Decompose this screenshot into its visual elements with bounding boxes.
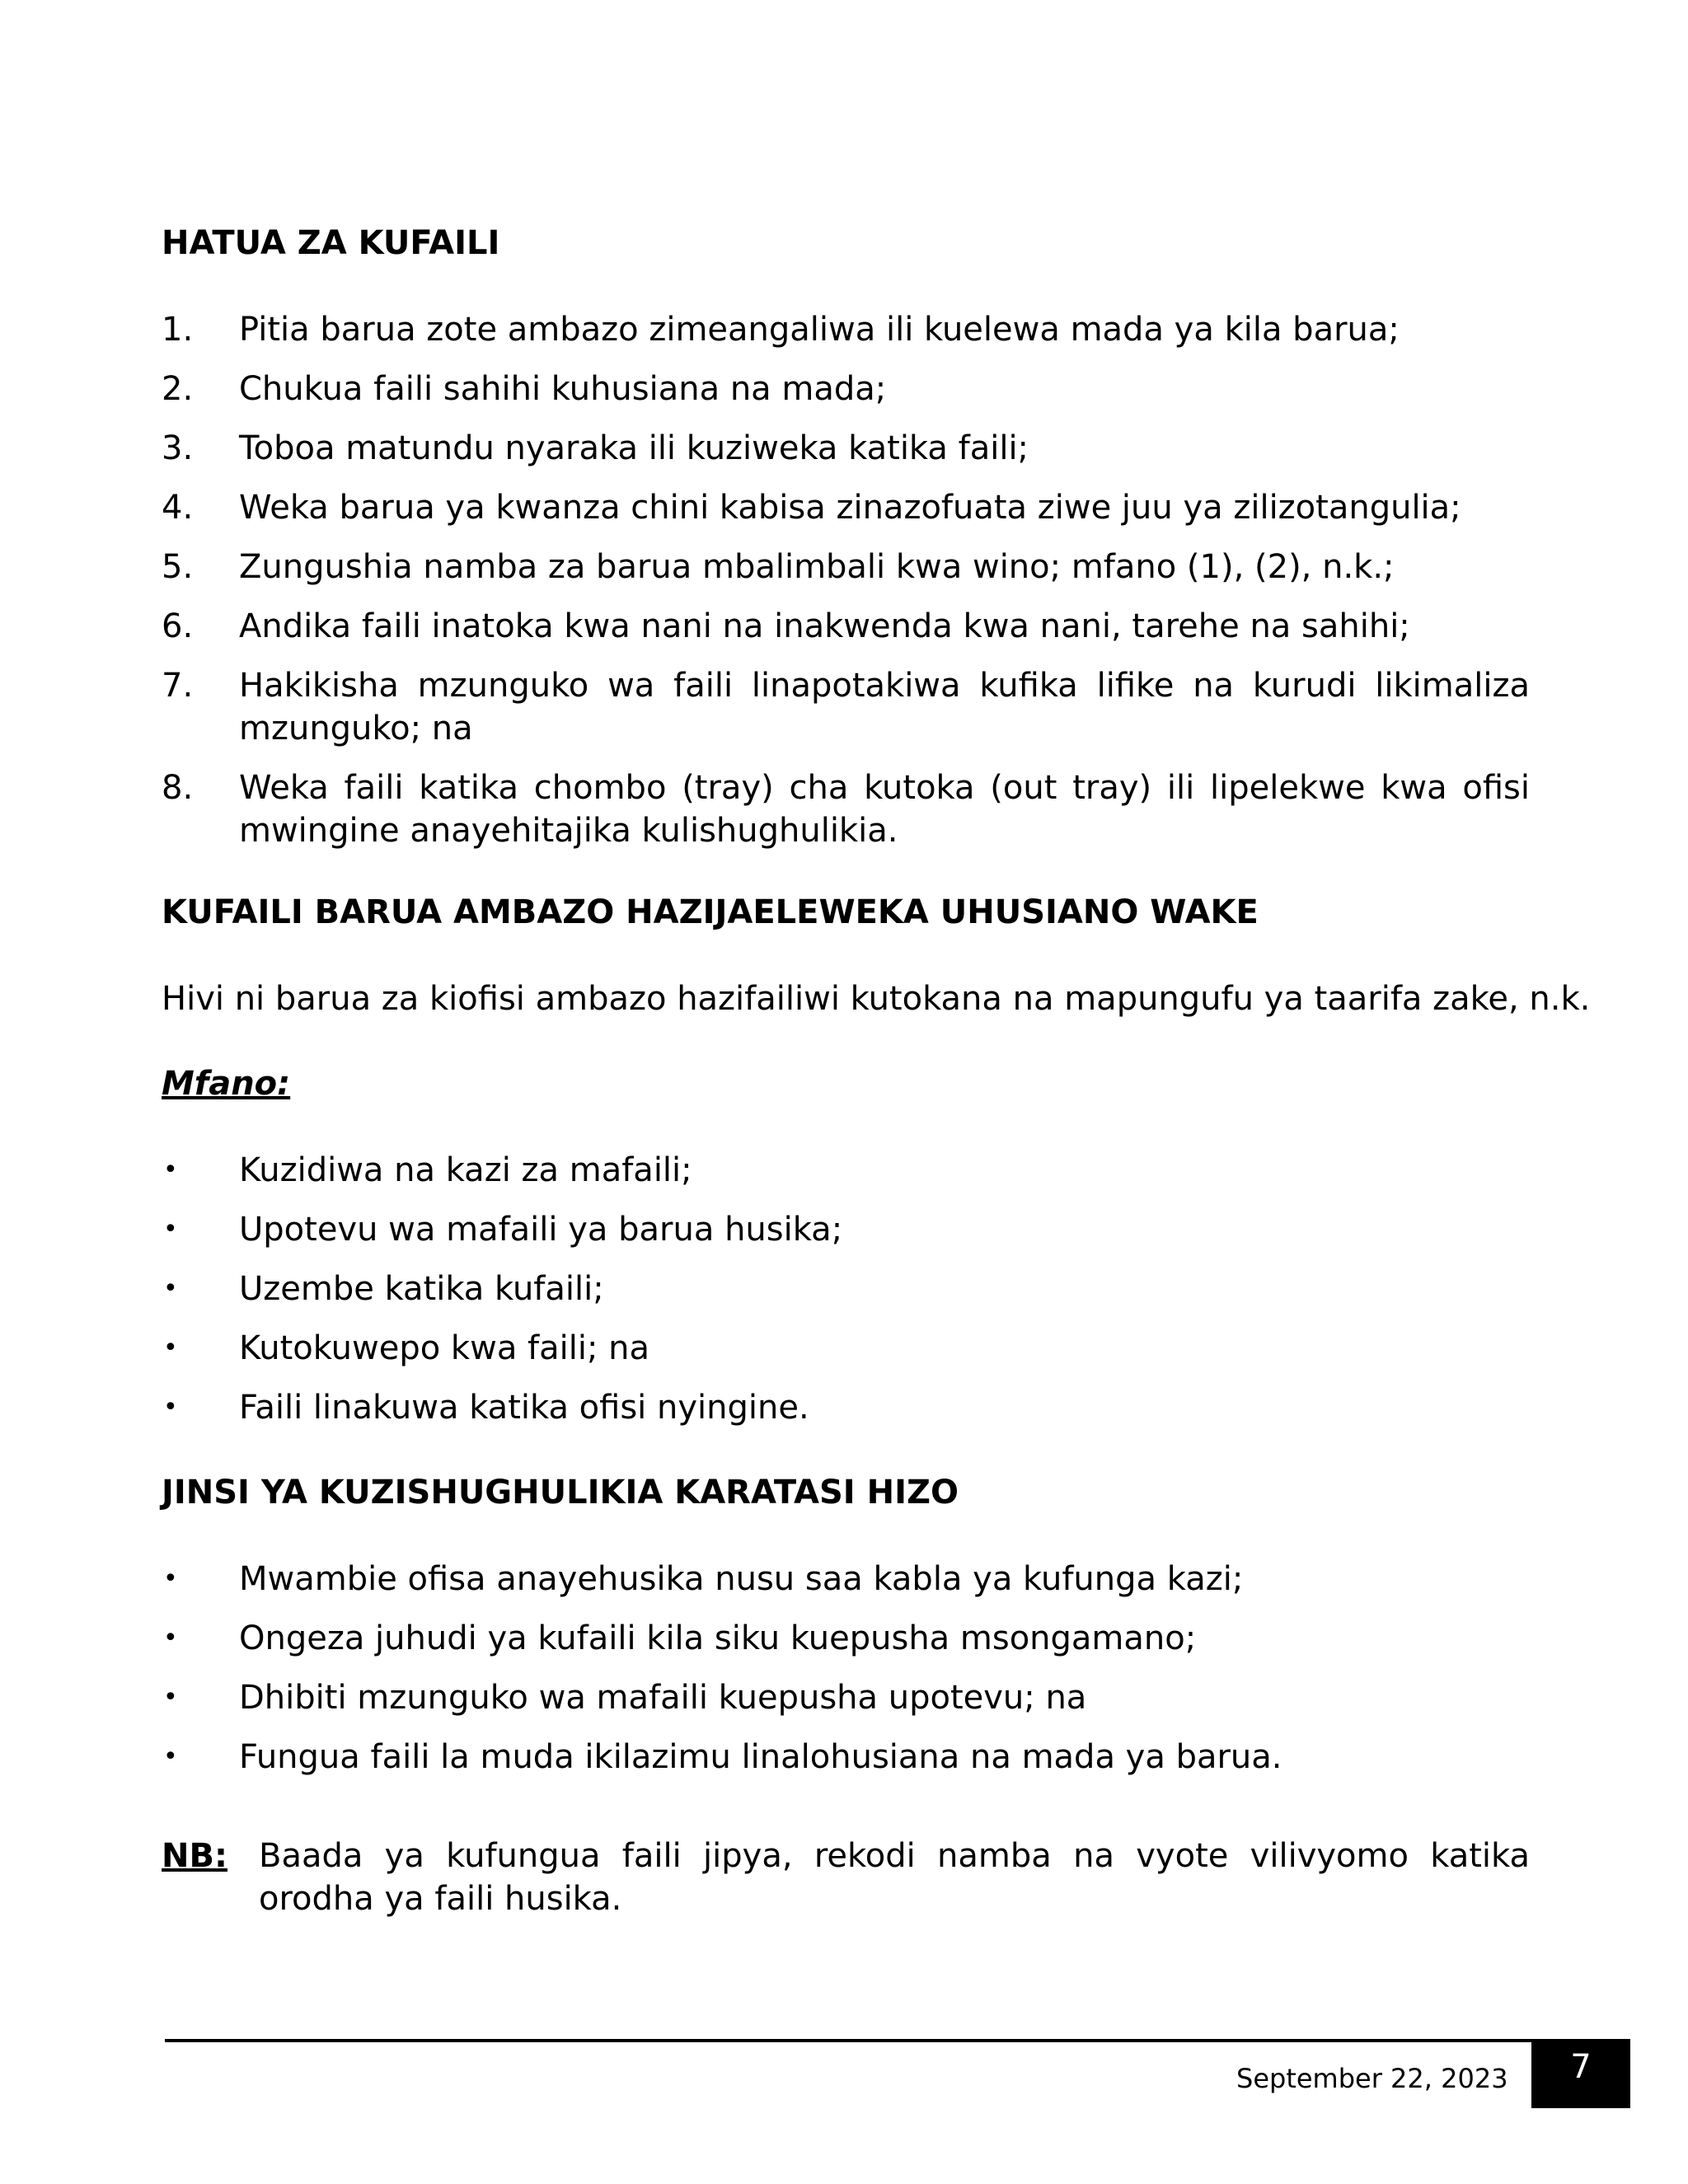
list-item-text: Fungua faili la muda ikilazimu linalohusiana na mada ya barua. — [239, 1738, 1282, 1776]
list-item-text: Chukua faili sahihi kuhusiana na mada; — [239, 370, 887, 408]
list-number: 8. — [162, 769, 194, 807]
list-item-text: Ongeza juhudi ya kufaili kila siku kuepusha msongamano; — [239, 1619, 1197, 1657]
list-item-text: Uzembe katika kufaili; — [239, 1270, 604, 1308]
page-number-box — [1531, 2039, 1630, 2108]
list-item-text: Weka faili katika chombo (tray) cha kutoka (out tray) ili lipelekwe kwa ofisi mwingine anayehitajika kulishughulikia. — [239, 769, 1530, 850]
list-item-text: Weka barua ya kwanza chini kabisa zinazofuata ziwe juu ya zilizotangulia; — [239, 489, 1461, 527]
bullet-icon: • — [163, 1393, 178, 1422]
list-number: 6. — [162, 607, 194, 645]
list-item-text: Andika faili inatoka kwa nani na inakwenda kwa nani, tarehe na sahihi; — [239, 607, 1410, 645]
bullet-icon: • — [163, 1742, 178, 1771]
list-item-text: Hakikisha mzunguko wa faili linapotakiwa kufika lifike na kurudi likimaliza mzunguko; na — [239, 667, 1530, 748]
list-number: 2. — [162, 370, 194, 408]
note-label: NB: — [162, 1837, 227, 1875]
bullet-icon: • — [163, 1215, 178, 1244]
list-item-text: Kuzidiwa na kazi za mafaili; — [239, 1151, 692, 1189]
bullet-icon: • — [163, 1624, 178, 1652]
list-item-text: Pitia barua zote ambazo zimeangaliwa ili kuelewa mada ya kila barua; — [239, 311, 1400, 349]
list-item-text: Upotevu wa mafaili ya barua husika; — [239, 1211, 843, 1249]
note-text: Baada ya kufungua faili jipya, rekodi namba na vyote vilivyomo katika orodha ya faili husika. — [259, 1837, 1530, 1918]
footer-date: September 22, 2023 — [1236, 2063, 1508, 2094]
bullet-icon: • — [163, 1564, 178, 1593]
list-item-text: Mwambie ofisa anayehusika nusu saa kabla ya kufunga kazi; — [239, 1560, 1244, 1598]
list-item-text: Faili linakuwa katika ofisi nyingine. — [239, 1389, 809, 1427]
example-label: Mfano: — [162, 1065, 291, 1103]
list-number: 3. — [162, 429, 194, 467]
list-item-text: Kutokuwepo kwa faili; na — [239, 1329, 650, 1367]
list-number: 7. — [162, 667, 194, 705]
footer-divider — [165, 2039, 1533, 2042]
bullet-icon: • — [163, 1155, 178, 1184]
list-number: 1. — [162, 311, 194, 349]
bullet-icon: • — [163, 1333, 178, 1362]
section-heading-handling-papers: JINSI YA KUZISHUGHULIKIA KARATASI HIZO — [162, 1474, 959, 1511]
bullet-icon: • — [163, 1274, 178, 1303]
section-heading-filing-steps: HATUA ZA KUFAILI — [162, 224, 500, 262]
list-number: 5. — [162, 548, 194, 586]
section-intro-paragraph: Hivi ni barua za kiofisi ambazo hazifailiwi kutokana na mapungufu ya taarifa zake, n.k. — [162, 980, 1591, 1018]
section-heading-unclear-letters: KUFAILI BARUA AMBAZO HAZIJAELEWEKA UHUSIANO WAKE — [162, 893, 1259, 931]
list-number: 4. — [162, 489, 194, 527]
page-number: 7 — [1570, 2048, 1592, 2086]
list-item-text: Dhibiti mzunguko wa mafaili kuepusha upotevu; na — [239, 1679, 1087, 1717]
list-item-text: Toboa matundu nyaraka ili kuziweka katika faili; — [239, 429, 1029, 467]
list-item-text: Zungushia namba za barua mbalimbali kwa wino; mfano (1), (2), n.k.; — [239, 548, 1395, 586]
bullet-icon: • — [163, 1683, 178, 1712]
